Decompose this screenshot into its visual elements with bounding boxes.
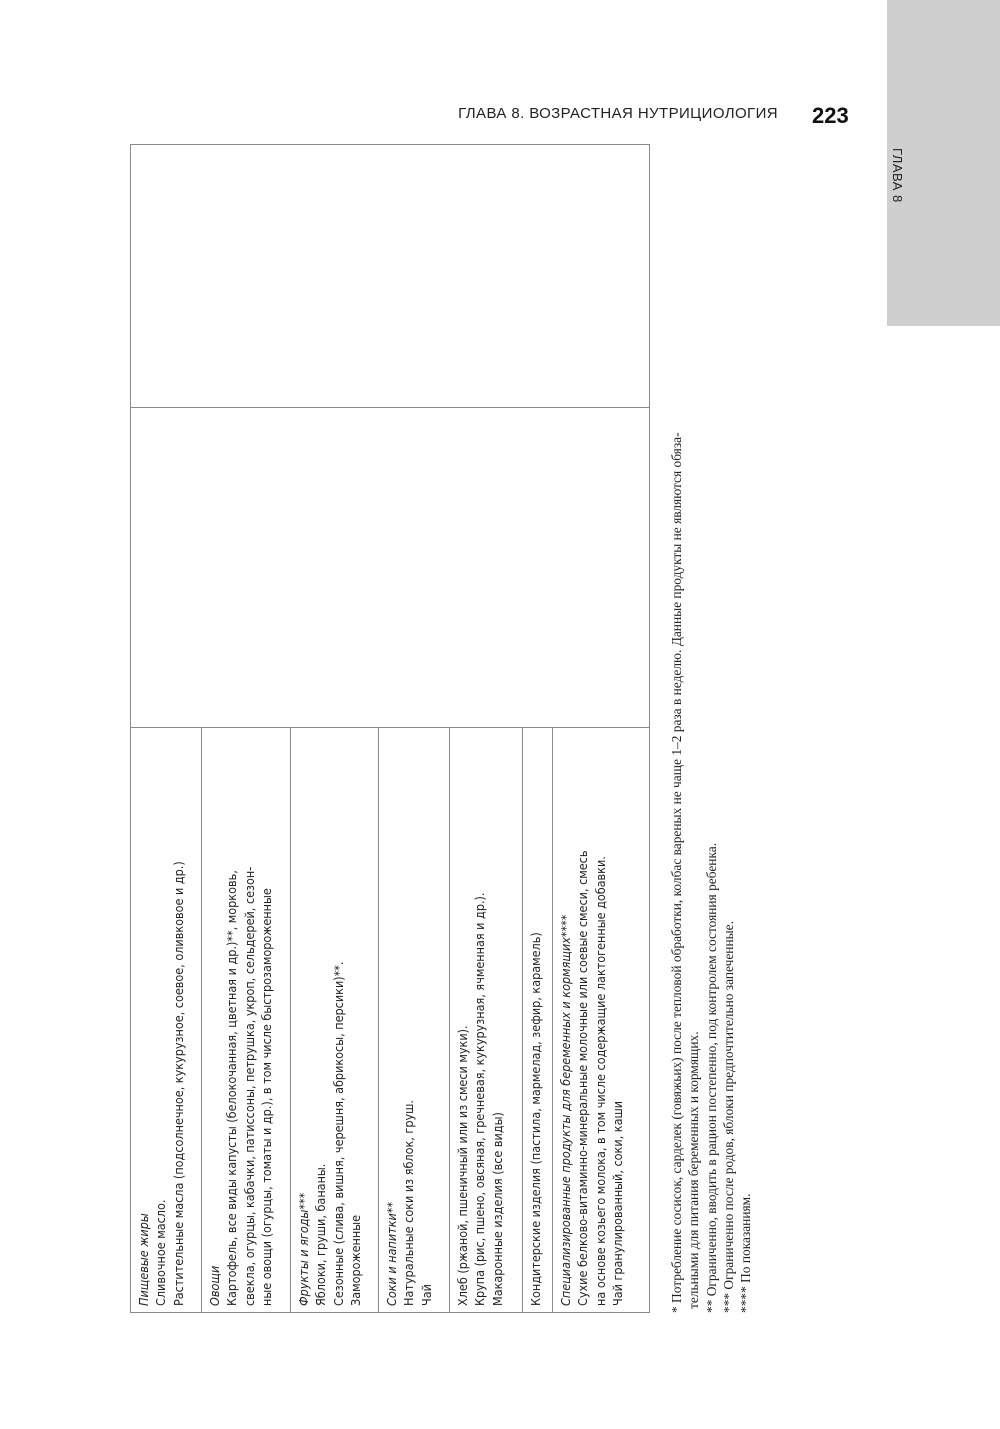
category-label: Фрукты и ягоды*** bbox=[296, 1192, 311, 1306]
table-cell-products bbox=[450, 728, 523, 1313]
cell-line: Чай bbox=[418, 1284, 434, 1306]
table-cell-empty bbox=[131, 145, 650, 408]
footnotes bbox=[668, 145, 754, 1313]
cell-line: Макаронные изделия (все виды) bbox=[489, 1112, 505, 1306]
category-label: Соки и напитки** bbox=[384, 1201, 399, 1306]
cell-line: Картофель, все виды капусты (белокочанная, цветная и др.)**, морковь, bbox=[224, 870, 240, 1306]
page-number: 223 bbox=[812, 103, 849, 128]
category-label: Пищевые жиры bbox=[136, 1213, 151, 1306]
cell-line: свекла, огурцы, кабачки, патиссоны, петрушка, укроп, сельдерей, сезон- bbox=[241, 866, 257, 1306]
chapter-tab-label: ГЛАВА 8 bbox=[890, 148, 905, 203]
footnote: тельными для питания беременных и кормящих. bbox=[686, 1031, 702, 1309]
cell-line: Сливочное масло. bbox=[153, 1199, 169, 1306]
cell-line: Хлеб (ржаной, пшеничный или из смеси муки). bbox=[455, 1025, 470, 1306]
cell-line: Замороженные bbox=[347, 1214, 363, 1306]
footnote: *** Ограниченно после родов, яблоки предпочтительно запеченные. bbox=[720, 921, 736, 1313]
cell-line: Натуральные соки из яблок, груш. bbox=[401, 1100, 417, 1306]
cell-line: Яблоки, груши, бананы. bbox=[313, 1163, 329, 1306]
table-cell-products bbox=[523, 728, 553, 1313]
table-cell-products bbox=[291, 728, 379, 1313]
table bbox=[130, 144, 650, 1313]
cell-line: Чай гранулированный, соки, каши bbox=[609, 1100, 625, 1306]
table-cell-empty bbox=[131, 408, 650, 728]
cell-line: Сезонные (слива, вишня, черешня, абрикосы, персики)**. bbox=[330, 961, 346, 1306]
cell-line: Сухие белково-витаминно-минеральные молочные или соевые смеси, смесь bbox=[575, 850, 591, 1306]
table-cell-products bbox=[131, 728, 202, 1313]
food-products-table bbox=[130, 145, 649, 1313]
cell-line: ные овощи (огурцы, томаты и др.), в том числе быстрозамороженные bbox=[258, 888, 274, 1306]
cell-line: Кондитерские изделия (пастила, мармелад, зефир, карамель) bbox=[528, 932, 543, 1306]
cell-line: на основе козьего молока, в том числе содержащие лактогенные добавки. bbox=[592, 856, 608, 1306]
cell-line: Растительные масла (подсолнечное, кукурузное, соевое, оливковое и др.) bbox=[170, 861, 186, 1306]
footnote: * Потребление сосисок, сарделек (говяжьих) после тепловой обработки, колбас вареных не чаще 1–2 раза в неделю. Данные продукты не являются обяза- bbox=[669, 432, 684, 1313]
category-label: Овощи bbox=[207, 1265, 222, 1306]
footnote: ** Ограниченно, вводить в рацион постепенно, под контролем состояния ребенка. bbox=[703, 842, 719, 1313]
table-cell-products bbox=[553, 728, 650, 1313]
table-cell-products bbox=[202, 728, 291, 1313]
footnote: **** По показаниям. bbox=[738, 1193, 754, 1313]
table-row bbox=[131, 145, 202, 1313]
running-head: ГЛАВА 8. ВОЗРАСТНАЯ НУТРИЦИОЛОГИЯ bbox=[458, 105, 778, 122]
category-label: Специализированные продукты для беременных и кормящих**** bbox=[558, 914, 573, 1306]
cell-line: Крупа (рис, пшено, овсяная, гречневая, кукурузная, ячменная и др.). bbox=[472, 892, 488, 1306]
table-cell-products bbox=[379, 728, 450, 1313]
